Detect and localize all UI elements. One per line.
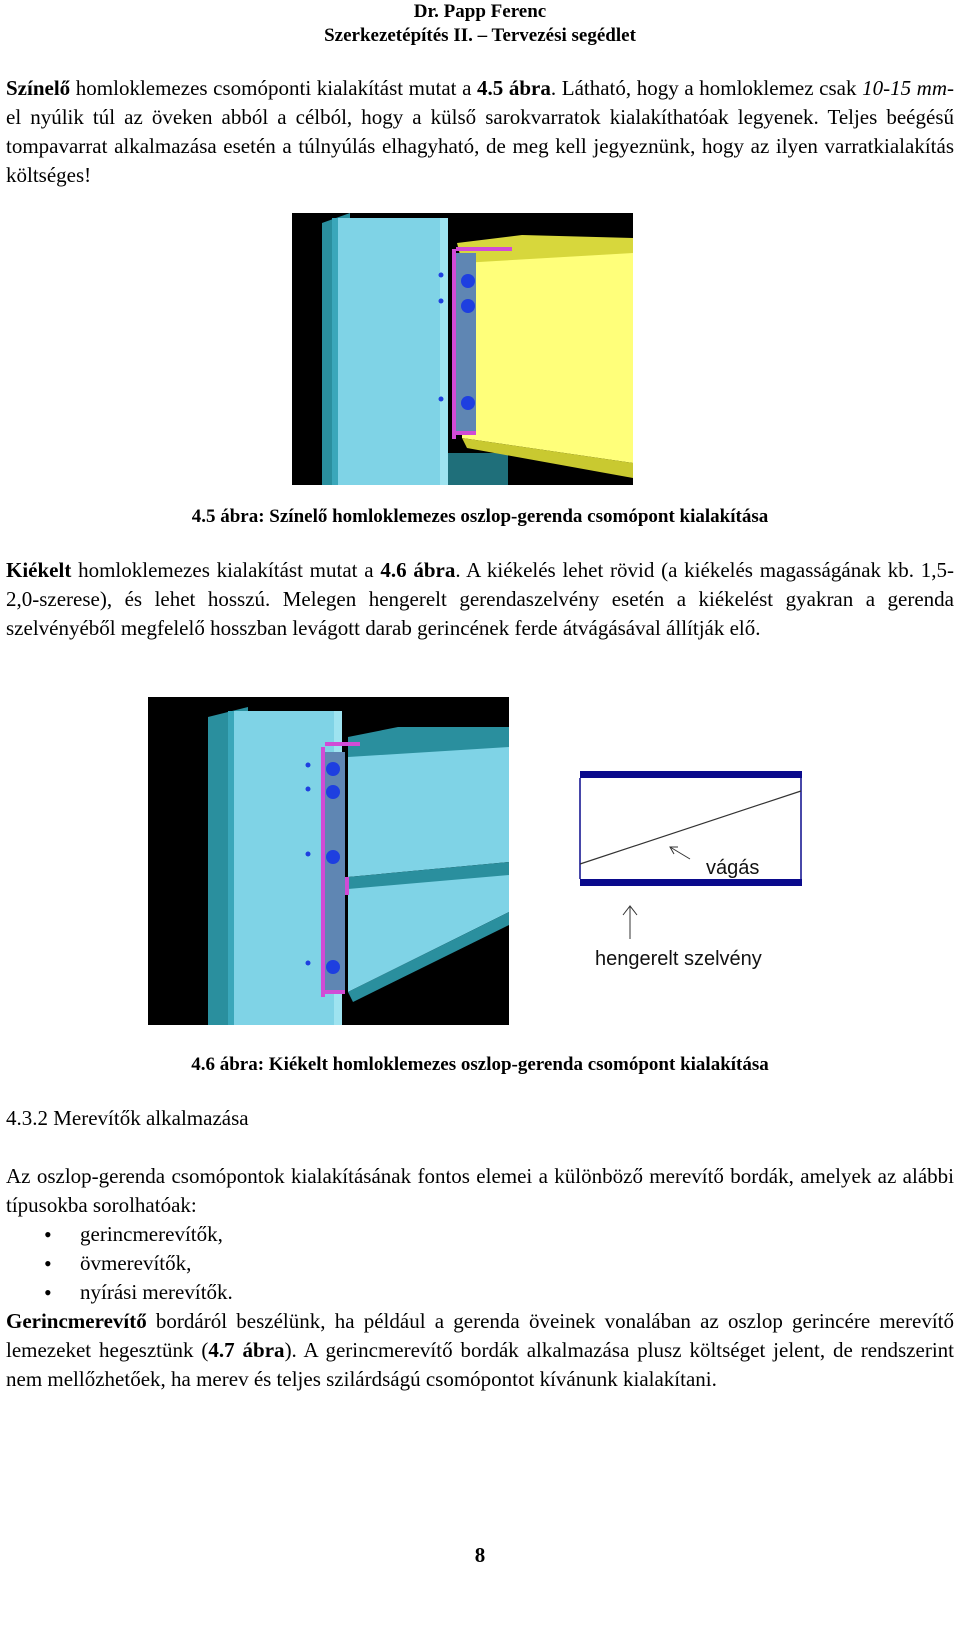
up-arrow-icon xyxy=(620,903,640,939)
figure-4-6-image xyxy=(148,697,509,1025)
overhang-value: 10-15 mm xyxy=(862,76,948,100)
rolled-section-cut-diagram xyxy=(578,767,804,892)
p1-text-2: . Látható, hogy a homloklemez csak xyxy=(550,76,863,100)
flush-endplate-joint-drawing xyxy=(292,213,633,485)
label-cut: vágás xyxy=(706,857,760,879)
p4-text-1: bordáról beszélünk, ha például a gerenda öveinek vonalában az oszlop gerincére merevítő lemezeket hegesztünk ( xyxy=(6,1309,954,1362)
page-number: 8 xyxy=(474,1543,486,1567)
list-item: • övmerevítők, xyxy=(6,1249,906,1278)
header-author: Dr. Papp Ferenc xyxy=(413,1,547,22)
stiffener-types-list xyxy=(6,1220,906,1307)
figure-4-5-caption: 4.5 ábra: Színelő homloklemezes oszlop-gerenda csomópont kialakítása xyxy=(191,506,769,527)
section-title: 4.3.2 Merevítők alkalmazása xyxy=(6,1106,249,1130)
ref-fig-4-7: 4.7 ábra xyxy=(208,1338,285,1362)
p1-text-1: homloklemezes csomóponti kialakítást mutat a xyxy=(70,76,478,100)
paragraph-2 xyxy=(6,556,954,643)
p2-text-2: . A kiékelés lehet rövid (a kiékelés magasságának kb. 1,5-2,0-szerese), és lehet hosszú. Melegen hengerelt gerendaszelvény esetén a kiékelést gyakran a gerenda szelvényéből megfelelő hosszban levágott darab gerincének ferde átvágásával állítják elő. xyxy=(6,558,955,640)
figure-4-5-image xyxy=(292,213,633,485)
header-subtitle: Szerkezetépítés II. – Tervezési segédlet xyxy=(324,25,636,46)
p4-text-2: ). A gerincmerevítő bordák alkalmazása plusz költséget jelent, de rendszerint nem mellőzhetőek, ha merev és teljes szilárdságú csomópontot kívánunk kialakítani. xyxy=(6,1338,955,1391)
paragraph-3: Az oszlop-gerenda csomópontok kialakításának fontos elemei a különböző merevítő bordák, amelyek az alábbi típusokba sorolhatóak: xyxy=(6,1164,954,1217)
term-gerincmerevito: Gerincmerevítő xyxy=(6,1309,147,1333)
paragraph-4 xyxy=(6,1307,954,1394)
term-kiekelt: Kiékelt xyxy=(6,558,72,582)
ref-fig-4-6: 4.6 ábra xyxy=(380,558,456,582)
page-header xyxy=(0,0,960,48)
list-item: • gerincmerevítők, xyxy=(6,1220,906,1249)
haunched-endplate-joint-drawing xyxy=(148,697,509,1025)
paragraph-1 xyxy=(6,74,954,190)
list-item: • nyírási merevítők. xyxy=(6,1278,906,1307)
term-szinelo: Színelő xyxy=(6,76,71,100)
haunch-cut-schematic xyxy=(578,767,804,892)
p2-text-1: homloklemezes kialakítást mutat a xyxy=(71,558,381,582)
figure-4-6-caption: 4.6 ábra: Kiékelt homloklemezes oszlop-gerenda csomópont kialakítása xyxy=(191,1054,769,1075)
label-rolled-section: hengerelt szelvény xyxy=(595,948,762,970)
p1-text-3: -el nyúlik túl az öveken abból a célból, hogy a külső sarokvarratok kialakíthatóak legyenek. Teljes beégésű tompavarrat alkalmazása esetén a túlnyúlás elhagyható, de meg kell jegyeznünk, hogy az ilyen varratkialakítás költséges! xyxy=(6,76,955,187)
ref-fig-4-5: 4.5 ábra xyxy=(477,76,551,100)
